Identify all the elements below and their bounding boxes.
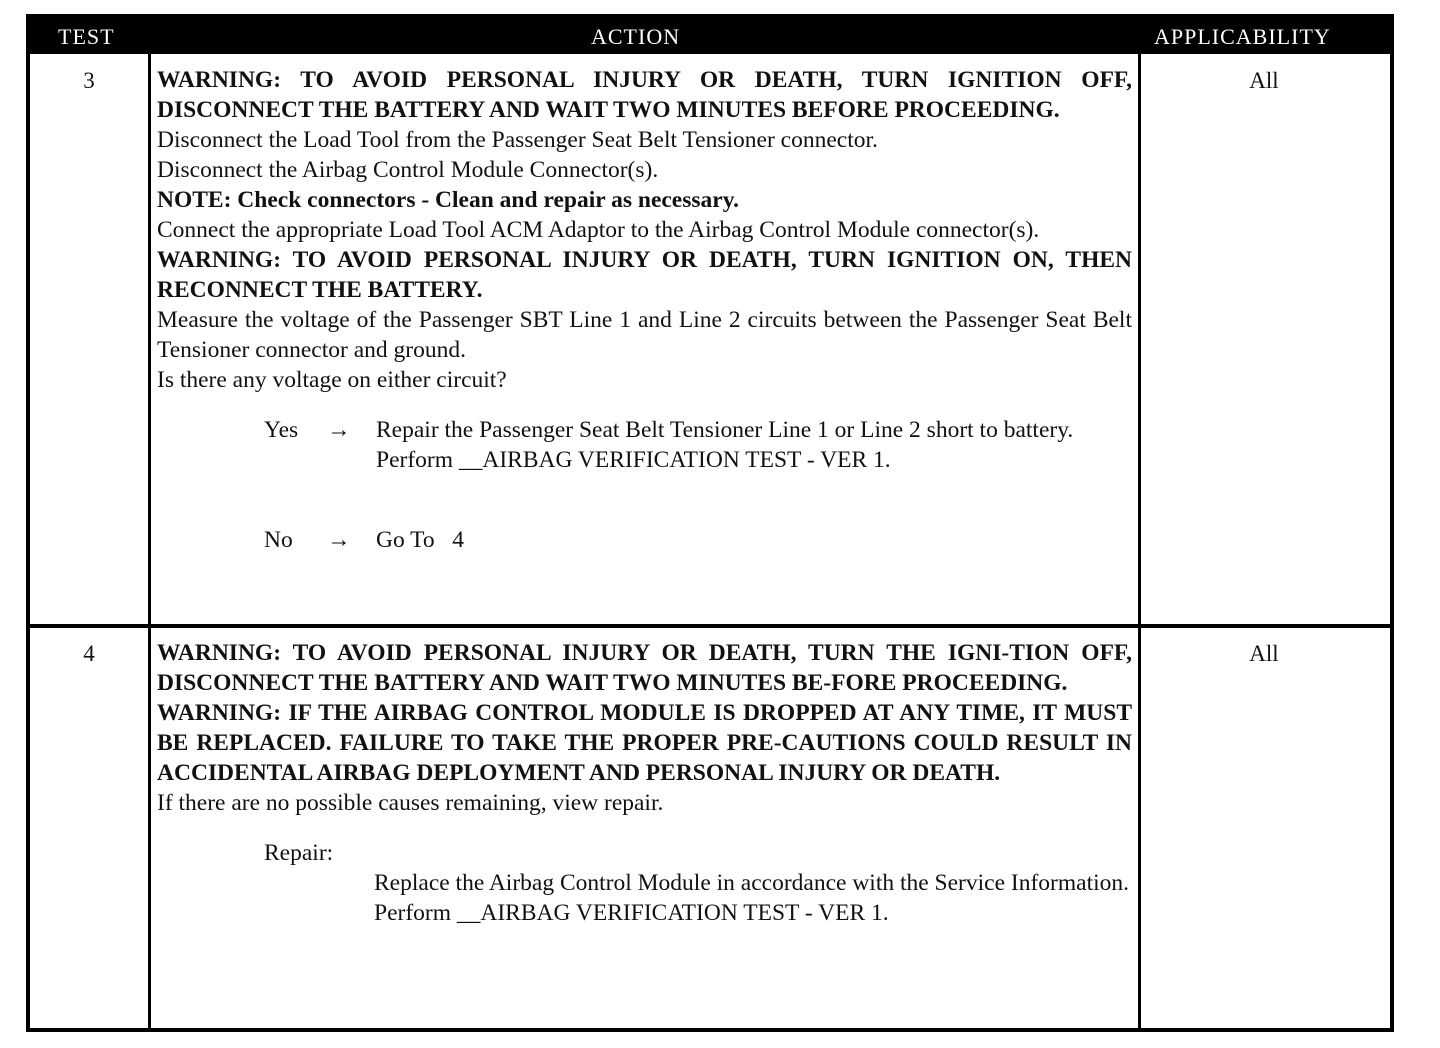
result-text: Repair the Passenger Seat Belt Tensioner Line 1 or Line 2 short to battery. xyxy=(376,417,1074,443)
arrow-icon: → xyxy=(327,527,351,553)
note-text: NOTE: Check connectors - Clean and repair as necessary. xyxy=(157,187,740,213)
repair-branch xyxy=(157,838,1132,868)
row-divider xyxy=(30,624,1390,628)
test-number: 3 xyxy=(83,68,95,93)
result-text: Perform __AIRBAG VERIFICATION TEST - VER 1. xyxy=(376,447,891,473)
applicability-value: All xyxy=(1249,68,1279,93)
step-text: Connect the appropriate Load Tool ACM Adaptor to the Airbag Control Module connector(s). xyxy=(157,217,1040,243)
step-text: Measure the voltage of the Passenger SBT Line 1 and Line 2 circuits between the Passenger Seat Belt Tensioner connector and ground. xyxy=(157,307,1132,363)
no-branch xyxy=(157,525,1132,555)
no-result: Go To 4 xyxy=(376,527,465,553)
repair-result xyxy=(374,868,1132,928)
question-text: Is there any voltage on either circuit? xyxy=(157,367,507,393)
header-test: TEST xyxy=(58,24,115,49)
step-text: Disconnect the Load Tool from the Passenger Seat Belt Tensioner connector. xyxy=(157,127,878,153)
result-text: Replace the Airbag Control Module in accordance with the Service Information. xyxy=(374,870,1130,896)
result-text: Perform __AIRBAG VERIFICATION TEST - VER 1. xyxy=(374,900,889,926)
yes-result xyxy=(376,415,1132,475)
yes-label: Yes xyxy=(264,417,299,443)
column-divider xyxy=(1138,18,1141,1028)
yes-branch xyxy=(157,415,1132,505)
action-cell xyxy=(157,65,1132,555)
table-header xyxy=(30,18,1390,54)
test-number: 4 xyxy=(83,641,95,666)
warning-text: WARNING: TO AVOID PERSONAL INJURY OR DEATH, TURN THE IGNI-TION OFF, DISCONNECT THE BATTERY AND WAIT TWO MINUTES BE-FORE PROCEEDING. xyxy=(157,640,1132,696)
header-action: ACTION xyxy=(591,24,681,49)
step-text: If there are no possible causes remaining, view repair. xyxy=(157,790,664,816)
column-divider xyxy=(148,18,151,1028)
arrow-icon: → xyxy=(327,417,351,443)
step-text: Disconnect the Airbag Control Module Connector(s). xyxy=(157,157,659,183)
diagnostic-table xyxy=(26,14,1394,1032)
warning-text: WARNING: TO AVOID PERSONAL INJURY OR DEATH, TURN IGNITION OFF, DISCONNECT THE BATTERY AND WAIT TWO MINUTES BEFORE PROCEEDING. xyxy=(157,67,1132,123)
action-cell xyxy=(157,638,1132,928)
repair-label: Repair: xyxy=(264,840,334,866)
warning-text: WARNING: TO AVOID PERSONAL INJURY OR DEATH, TURN IGNITION ON, THEN RECONNECT THE BATTERY. xyxy=(157,247,1132,303)
header-applicability: APPLICABILITY xyxy=(1154,24,1331,49)
no-label: No xyxy=(264,527,293,553)
warning-text: WARNING: IF THE AIRBAG CONTROL MODULE IS DROPPED AT ANY TIME, IT MUST BE REPLACED. FAILURE TO TAKE THE PROPER PRE-CAUTIONS COULD RESULT IN ACCIDENTAL AIRBAG DEPLOYMENT AND PERSONAL INJURY OR DEATH. xyxy=(157,700,1132,786)
applicability-value: All xyxy=(1249,641,1279,666)
